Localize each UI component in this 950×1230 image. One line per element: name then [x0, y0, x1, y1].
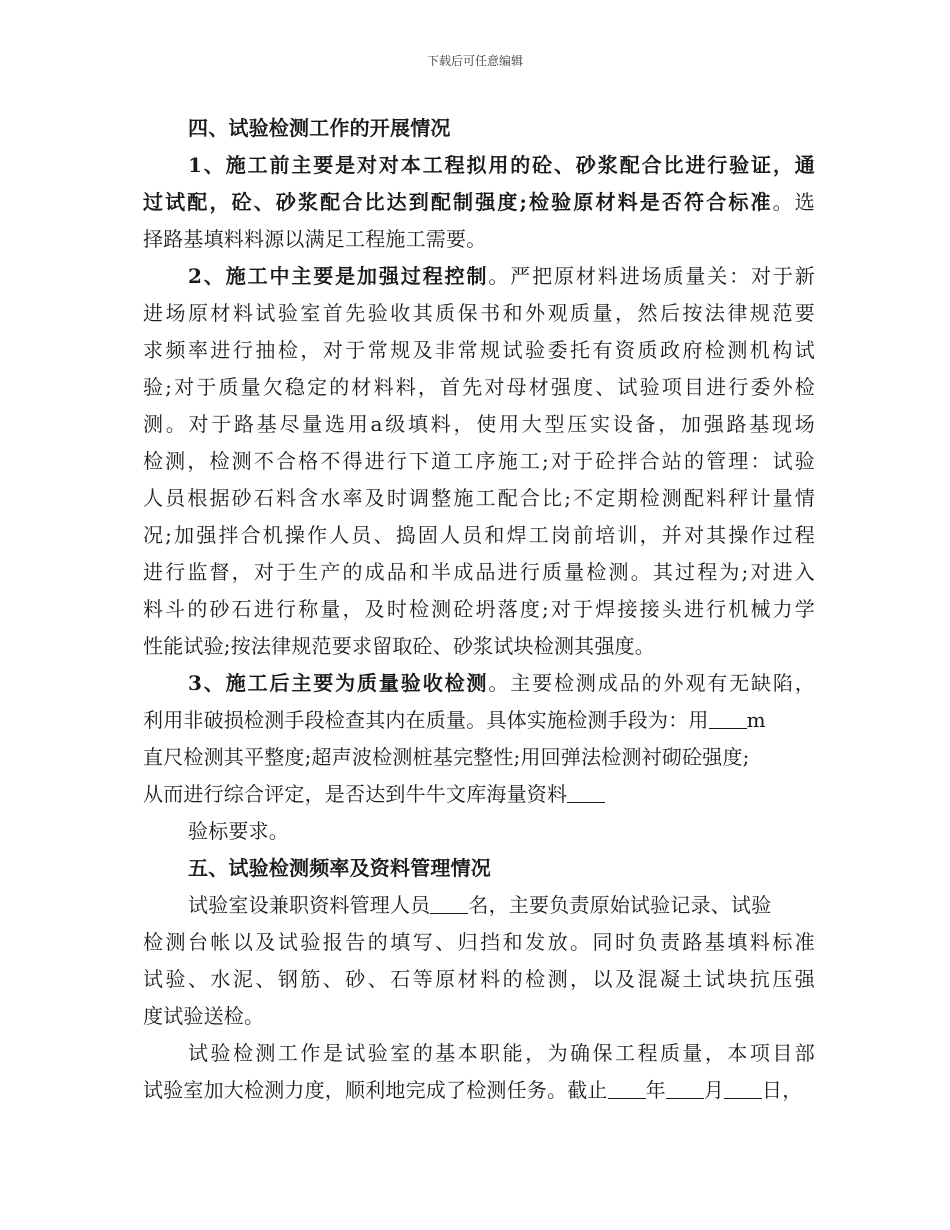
paragraph-line: 度试验送检。	[143, 1004, 265, 1028]
paragraph-line	[143, 776, 815, 813]
text: 。严把原材料进场质量关：对于新	[488, 264, 815, 288]
paragraph-line: 试验检测工作是试验室的基本职能，为确保工程质量，本项目部	[188, 1041, 815, 1065]
paragraph-line: 人员根据砂石料含水率及时调整施工配合比;不定期检测配料秤计量情	[143, 486, 815, 510]
text: 。选	[772, 190, 816, 214]
paragraph-line: 性能试验;按法律规范要求留取砼、砂浆试块检测其强度。	[143, 634, 655, 658]
text: 名，主要负责原始试验记录、试验	[468, 893, 772, 917]
page-header: 下载后可任意编辑	[426, 54, 523, 68]
text: 日，	[762, 1078, 803, 1102]
fill-in-blank	[724, 1078, 762, 1099]
paragraph-line	[143, 665, 815, 702]
text: 。主要检测成品的外观有无缺陷，	[488, 671, 815, 695]
text: 月	[703, 1078, 725, 1102]
fill-in-blank	[666, 1078, 704, 1099]
paragraph-line: 料斗的砂石进行称量，及时检测砼坍落度;对于焊接接头进行机械力学	[143, 597, 815, 621]
fill-in-blank	[430, 893, 468, 914]
paragraph-line: 进场原材料试验室首先验收其质保书和外观质量，然后按法律规范要	[143, 301, 815, 325]
paragraph-line: 验;对于质量欠稳定的材料料，首先对母材强度、试验项目进行委外检	[143, 375, 815, 399]
paragraph-line	[143, 1072, 815, 1109]
paragraph-line: 检测台帐以及试验报告的填写、归挡和发放。同时负责路基填料标准	[143, 930, 815, 954]
text: 利用非破损检测手段检查其内在质量。具体实施检测手段为：用	[143, 708, 709, 732]
section-4-title: 四、试验检测工作的开展情况	[188, 116, 451, 140]
fill-in-blank	[709, 708, 747, 729]
paragraph-line: 测。对于路基尽量选用a级填料，使用大型压实设备，加强路基现场	[143, 412, 815, 436]
paragraph-line: 试验、水泥、钢筋、砂、石等原材料的检测，以及混凝土试块抗压强	[143, 967, 815, 991]
document-body	[143, 110, 815, 1109]
paragraph-line	[143, 887, 815, 924]
paragraph-line: 择路基填料料源以满足工程施工需要。	[143, 227, 487, 251]
paragraph-line: 检测，检测不合格不得进行下道工序施工;对于砼拌合站的管理：试验	[143, 449, 815, 473]
paragraph-line: 进行监督，对于生产的成品和半成品进行质量检测。其过程为;对进入	[143, 560, 815, 584]
text: 试验室设兼职资料管理人员	[188, 893, 431, 917]
paragraph-line	[143, 702, 815, 739]
text: m	[746, 708, 766, 732]
text: 年	[645, 1078, 666, 1102]
section-5-title: 五、试验检测频率及资料管理情况	[188, 856, 491, 880]
bold-text: 2、施工中主要是加强过程控制	[188, 264, 489, 288]
paragraph-line: 直尺检测其平整度;超声波检测桩基完整性;用回弹法检测衬砌砼强度;	[143, 745, 750, 769]
text: 试验室加大检测力度，顺利地完成了检测任务。截止	[143, 1078, 608, 1102]
fill-in-blank	[567, 782, 605, 803]
paragraph-line: 况;加强拌合机操作人员、捣固人员和焊工岗前培训，并对其操作过程	[143, 523, 815, 547]
paragraph-line: 求频率进行抽检，对于常规及非常规试验委托有资质政府检测机构试	[143, 338, 815, 362]
text: 从而进行综合评定，是否达到牛牛文库海量资料	[143, 782, 568, 806]
bold-text: 3、施工后主要为质量验收检测	[188, 671, 489, 695]
paragraph-line	[143, 184, 815, 221]
paragraph-line: 1、施工前主要是对对本工程拟用的砼、砂浆配合比进行验证，通	[188, 153, 815, 177]
paragraph-line: 验标要求。	[188, 819, 289, 843]
bold-text: 过试配，砼、砂浆配合比达到配制强度;检验原材料是否符合标准	[143, 190, 773, 214]
paragraph-line	[143, 258, 815, 295]
fill-in-blank	[608, 1078, 646, 1099]
